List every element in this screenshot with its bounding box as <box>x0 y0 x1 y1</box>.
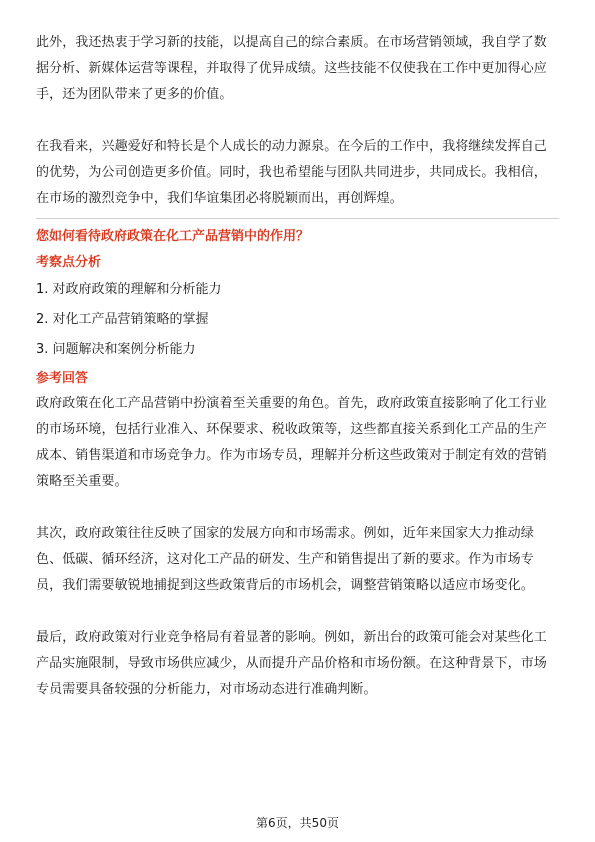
list-item: 1. 对政府政策的理解和分析能力 <box>36 282 222 297</box>
answer-heading: 参考回答 <box>36 371 89 386</box>
answer-paragraph-3: 最后，政府政策对行业竞争格局有着显著的影响。例如，新出台的政策可能会对某些化工产品实施限制，导致市场供应减少，从而提升产品价格和市场份额。在这种背景下，市场专员需要具备较强的分析能力，对市场动态进行准确判断。 <box>36 630 547 697</box>
analysis-heading: 考察点分析 <box>36 255 102 270</box>
answer-paragraph-2: 其次，政府政策往往反映了国家的发展方向和市场需求。例如，近年来国家大力推动绿色、低碳、循环经济，这对化工产品的研发、生产和销售提出了新的要求。作为市场专员，我们需要敏锐地捕捉到这些政策背后的市场机会，调整营销策略以适应市场变化。 <box>36 526 534 593</box>
page-content <box>36 30 559 703</box>
paragraph-gap <box>36 599 559 625</box>
page-number: 第6页，共50页 <box>256 816 339 830</box>
analysis-list <box>36 275 559 365</box>
list-item: 3. 问题解决和案例分析能力 <box>36 342 196 357</box>
intro-paragraph-2: 在我看来，兴趣爱好和特长是个人成长的动力源泉。在今后的工作中，我将继续发挥自己的优势，为公司创造更多价值。同时，我也希望能与团队共同进步，共同成长。我相信，在市场的激烈竞争中，我们华谊集团必将脱颖而出，再创辉煌。 <box>36 139 547 206</box>
paragraph-gap <box>36 495 559 521</box>
question-title: 您如何看待政府政策在化工产品营销中的作用？ <box>36 229 310 244</box>
section-divider <box>36 218 559 219</box>
intro-paragraph-1: 此外，我还热衷于学习新的技能，以提高自己的综合素质。在市场营销领域，我自学了数据分析、新媒体运营等课程，并取得了优异成绩。这些技能不仅使我在工作中更加得心应手，还为团队带来了更多的价值。 <box>36 35 547 102</box>
answer-paragraph-1: 政府政策在化工产品营销中扮演着至关重要的角色。首先，政府政策直接影响了化工行业的市场环境，包括行业准入、环保要求、税收政策等，这些都直接关系到化工产品的生产成本、销售渠道和市场竞争力。作为市场专员，理解并分析这些政策对于制定有效的营销策略至关重要。 <box>36 396 547 489</box>
paragraph-gap <box>36 108 559 134</box>
list-item: 2. 对化工产品营销策略的掌握 <box>36 312 209 327</box>
